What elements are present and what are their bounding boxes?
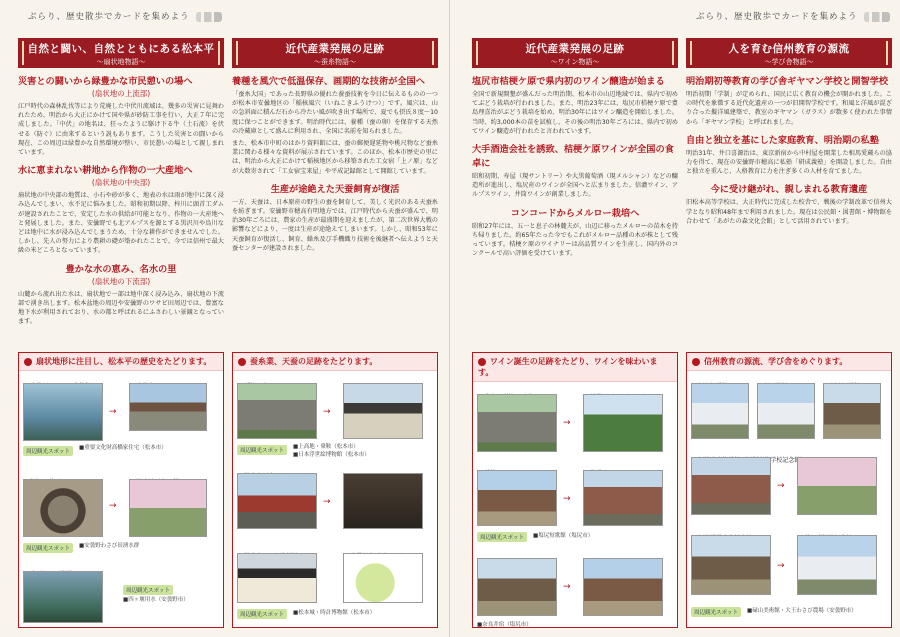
column-education: [686, 38, 892, 630]
tagline-text: ぶらり、歴史散歩でカードを集めよう: [696, 12, 858, 22]
section-title: 近代産業発展の足跡: [525, 43, 625, 55]
nearby-note: ■塩尻短歌館（塩尻市）: [533, 533, 594, 539]
route-box: [472, 352, 678, 628]
route-spots: [19, 371, 223, 629]
pin-icon: [24, 358, 32, 366]
spot-photo: [477, 394, 557, 452]
section-subtitle: 〜ワイン物語〜: [550, 58, 600, 66]
article-body: 明治31年、井口喜源治は、東京新宿から中村屋を開業した相馬愛蔵らの協力を得て、現在の安曇野市穂高に私塾「研成義塾」を開設しました。自由と独立を重んじ、人格教育に力を注ぎ多くの人材を育てました。: [686, 149, 892, 176]
spot-photo: [823, 383, 881, 439]
nearby-badge: 周辺観光スポット: [237, 609, 287, 619]
right-page: [450, 0, 900, 637]
route-header: [19, 353, 223, 371]
column-silk: [232, 38, 438, 630]
article-heading: 明治期初等教育の学び舎ギヤマン学校と開智学校: [686, 76, 889, 87]
spot-photo: [797, 457, 877, 515]
section-subtitle: 〜蚕糸物語〜: [314, 58, 356, 66]
arrow-right-icon: →: [777, 561, 785, 571]
article-body: 明治初期「学制」が定められ、国民に広く教育の機会が開かれました。この時代を象徴する近代化遺産の一つが旧開智学校です。和風と洋風が混ざり合った擬洋風建築で、教室のギヤマン（ガラス）が数多く使われた事情から「ギヤマン学校」と呼ばれました。: [686, 91, 892, 126]
article-heading: 大手酒造会社を誘致、桔梗ケ原ワインが全国の食卓に: [472, 144, 674, 170]
arrow-right-icon: →: [323, 497, 331, 507]
article-body: 全国で新規開墾が盛んだった明治期、松本市の山辺地域では、県内で初めてぶどう栽培が行われました。また、明治23年には、塩尻市桔梗ケ原で豊島理喜治がぶどう栽培を始め、明治30年にはワイン醸造を開始しました。当時、約3,000本の苗を試植し、その後の明治30年ごろには、県内で初めてワイン醸造が行われたと言われています。: [472, 91, 678, 135]
nearby-note: ■奈良井宿（塩尻市）: [477, 622, 532, 628]
spot-photo: [797, 535, 877, 595]
route-title: ワイン誕生の足跡をたどり、ワインを味わいます。: [478, 357, 658, 377]
section-header: [686, 38, 892, 68]
spot-photo: [583, 394, 663, 452]
tagline-text: ぶらり、歴史散歩でカードを集めよう: [28, 12, 190, 22]
spot-photo: [23, 571, 103, 623]
spot-photo: [477, 558, 557, 616]
article-heading: 豊かな水の恵み、名水の里: [65, 263, 177, 275]
spot-photo: [237, 383, 317, 439]
article-heading: 生産が途絶えた天蚕飼育が復活: [270, 183, 400, 195]
spot-photo: [691, 383, 749, 439]
spot-photo: [477, 470, 557, 526]
spot-photo: [237, 553, 317, 603]
nearby-badge: 周辺観光スポット: [691, 607, 741, 617]
article-heading: 今に受け継がれ、親しまれる教育遺産: [710, 184, 868, 196]
spot-photo: [583, 558, 663, 616]
nearby-note: ■四ヶ堰用水（安曇野市）: [123, 597, 189, 603]
section-title: 自然と闘い、自然とともにある松本平: [27, 43, 215, 55]
route-title: 蚕糸業、天蚕の足跡をたどります。: [250, 357, 378, 366]
section-title: 近代産業発展の足跡: [285, 43, 385, 55]
nearby-badge: 周辺観光スポット: [23, 543, 73, 553]
spot-photo: [237, 473, 317, 529]
nearby-note: ■碌山美術館・大王わさび農場（安曇野市）: [747, 608, 857, 614]
route-spots: [687, 371, 891, 629]
pin-icon: [238, 358, 246, 366]
article-heading: 塩尻市桔梗ケ原で県内初のワイン醸造が始まる: [472, 76, 665, 87]
column-wine: [472, 38, 678, 630]
spot-photo: [129, 383, 207, 431]
arrow-right-icon: →: [563, 418, 571, 428]
arrow-right-icon: →: [777, 481, 785, 491]
article-subheading: (扇状地の上流部): [91, 89, 151, 98]
nearby-note: ■上高地・乗鞍（松本市）: [293, 444, 359, 450]
article-heading: コンコードからメルロー栽培へ: [510, 207, 640, 219]
section-title: 人を育む信州教育の源流: [728, 43, 850, 55]
route-box: [232, 352, 438, 628]
article-body: 昭和初期、寿屋（現サントリー）や大黒葡萄酒（現メルシャン）などの醸造所が進出し、塩尻産のワインが全国へと広まりました。信濃ワイン、アルプスワイン、井筒ワインが創業しました。: [472, 173, 678, 199]
route-header: [473, 353, 677, 382]
nearby-badge: 周辺観光スポット: [237, 445, 287, 455]
article-body: 昭和27年には、五一と息子の林麓夫が、山辺に移ったメルローの苗木を持ち帰りました。約65年たった今でもこれがメルロー品種の木が株として残っています。桔梗ケ原のワイナリーは高品質ワインを生産し、国内外のコンクールで高い評価を受けています。: [472, 222, 678, 258]
article-heading: 自由と独立を基にした家庭教育、明治期の私塾: [686, 134, 879, 146]
route-header: [687, 353, 891, 371]
article-heading: 水に恵まれない耕地から作物の一大産地へ: [18, 165, 193, 177]
section-header: [232, 38, 438, 68]
nearby-note: ■安曇野わさび田湧水群: [79, 543, 140, 549]
spot-photo: [343, 473, 423, 529]
card-stack-icon: [864, 12, 890, 22]
route-title: 信州教育の源流、学び舎をめぐります。: [704, 357, 848, 366]
route-box: [686, 352, 892, 628]
tagline-right: [696, 10, 890, 22]
arrow-right-icon: →: [563, 582, 571, 592]
arrow-right-icon: →: [323, 407, 331, 417]
section-subtitle: 〜学び舎物語〜: [764, 58, 814, 66]
route-header: [233, 353, 437, 371]
arrow-right-icon: →: [109, 407, 117, 417]
article-subheading: (扇状地の中央部): [91, 178, 151, 188]
article-heading: 養種を風穴で低温保存、画期的な技術が全国へ: [232, 76, 425, 87]
arrow-right-icon: →: [109, 501, 117, 511]
article-body: 江戸時代の森林乱伐等により荒廃した中伏川流域は、幾多の災害に見舞われたため、明治から大正にかけて国や県が砂防工事を行い、大正７年に完成しました。「中伏」の地名は、狂ったように駆け下る牛（土石流）を伏せる（防ぐ）に由来するという説もあります。こうした災害との闘いから現在、この周辺は緑豊かな自然環境が整い、市民憩いの場として親しまれています。: [18, 103, 224, 157]
tagline-left: [28, 10, 222, 22]
card-stack-icon: [196, 12, 222, 22]
spot-photo: [23, 479, 103, 537]
route-spots: [473, 382, 677, 637]
pin-icon: [692, 358, 700, 366]
article-body: 「蚕糸大国」であった長野県の優れた養蚕技術を今日に伝えるものの一つが松本市安曇地区の「稲核風穴（いねこきふうけつ）」です。風穴は、山の急斜面に積んだ石から冷たい風が吹き出す場所で、夏でも摂氏８度〜10度に保つことができます。明治時代には、養種（蚕の卵）を保存する天然の冷蔵庫として盛んに利用され、全国に名前を知られました。: [232, 91, 438, 135]
route-box: [18, 352, 224, 628]
route-title: 扇状地形に注目し、松本平の歴史をたどります。: [36, 357, 212, 366]
nearby-note: ■重要文化財高橋家住宅（松本市）: [79, 445, 167, 451]
spot-photo: [691, 457, 771, 515]
route-spots: [233, 371, 437, 629]
nearby-badge: 周辺観光スポット: [23, 446, 73, 456]
spot-photo: [129, 479, 207, 537]
spot-photo: [757, 383, 815, 439]
nearby-badge: 周辺観光スポット: [123, 585, 173, 595]
nearby-note: ■日本浮世絵博物館（松本市）: [293, 452, 370, 458]
section-subtitle: 〜扇状地物語〜: [96, 58, 146, 66]
article-body: 一方、天蚕は、日本原産の野生の蚕を飼育して、美しく光沢のある天蚕糸を紡ぎます。安曇野市穂高有明地方では、江戸時代から天蚕が盛んで、明治30年ごろには、農家の生産が最盛期を迎えましたが、第二次世界大戦の影響などにより、一度は生産が途絶えてしまいます。しかし、昭和53年に天蚕飼育が復活し、飼育、繰糸及び手機織り技術を後継者へ伝えようと天蚕センターが建設されました。: [232, 198, 438, 252]
section-header: [472, 38, 678, 68]
arrow-right-icon: →: [563, 494, 571, 504]
spot-photo: [583, 470, 663, 526]
article-body: 山麓から流れ出た水は、扇状地で一部は地中深く浸み込み、扇状地の下流部で湧き出します。松本盆地の周辺や安曇野のワサビ田周辺では、豊富な地下水が利用されており、水の都と呼ばれるにふさわしい景観となっています。: [18, 290, 224, 326]
nearby-badge: 周辺観光スポット: [477, 532, 527, 542]
article-body: また、松本市中町のはかり資料館には、蚕の郵便遅延物や桃尺物など蚕糸業に関わる様々な資料が展示されています。このほか、松本市歴史の里には、明治から大正にかけて稲核地区から移築された工女宿「上ノ原」などが大数寄されて「工女宿宝来屋」や平成記録館として開館しています。: [232, 140, 438, 175]
column-alluvial-fan: [18, 38, 224, 630]
nearby-note: ■松本城・時計博物館（松本市）: [293, 610, 376, 616]
article-heading: 災害との闘いから緑豊かな市民憩いの場へ: [18, 76, 193, 87]
spot-photo: [23, 383, 103, 441]
spot-photo: [343, 553, 423, 603]
article-subheading: (扇状地の下流部): [91, 276, 151, 286]
article-body: 旧松本高等学校は、大正時代に完成した校舎で、戦後の学制改革で信州大学となり昭和48年まで利用されました。現在は公民館・図書館・博物館を合わせて「あがたの森文化会館」として活用されています。: [686, 199, 892, 225]
article-body: 扇状地の中央部の地質は、小石や砂が多く、地表の水は雨が地中に深く浸み込んでしまい、水不足に悩みました。昭和初期以降、梓川に頭首工ダムが建設されたことで、安定した水の供給が可能となり、作物の一大産地へと発展しました。また、安曇野でも北アルプスを源とする黒沢川や烏川などは地中に水が浸み込んでしまうため、十分な耕作ができませんでした。しかし、先人の努力により農耕の礎が築かれたことで、今では信州で最大級の米どころとなっています。: [18, 192, 224, 255]
section-header: [18, 38, 224, 68]
pin-icon: [478, 358, 486, 366]
spot-photo: [691, 535, 771, 595]
spot-photo: [343, 383, 423, 439]
